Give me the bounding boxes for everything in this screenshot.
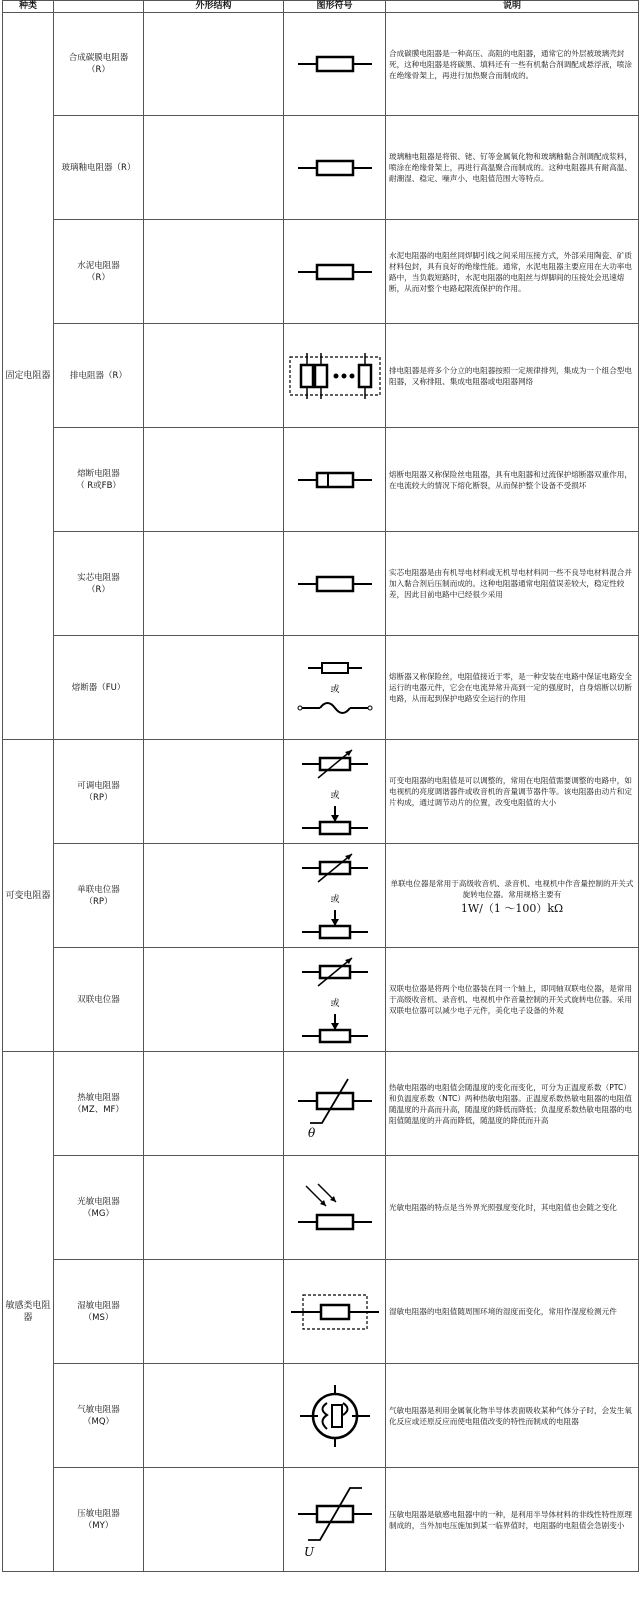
description: [386, 740, 639, 844]
resistor-name: [54, 1468, 144, 1572]
table-row: [3, 220, 639, 324]
symbol-cell: [284, 324, 386, 428]
description: [386, 220, 639, 324]
resistor-name: [54, 948, 144, 1052]
svg-text:或: 或: [329, 684, 340, 695]
resistor-name: [54, 13, 144, 116]
resistor-name: [54, 1156, 144, 1260]
header-symbol: 图形符号: [284, 1, 386, 13]
table-row: [3, 324, 639, 428]
table-row: [3, 740, 639, 844]
resistor-name-text: 单联电位器: [77, 884, 120, 895]
resistor-name-text: 可调电阻器: [77, 780, 120, 791]
description: [386, 1156, 639, 1260]
component-image-cell: [144, 220, 284, 324]
svg-text:或: 或: [329, 790, 340, 801]
resistor-code: （MG）: [83, 1208, 114, 1219]
resistor-name-text: 实芯电阻器: [77, 572, 120, 583]
resistor-code: （R）: [87, 584, 110, 595]
resistor-name: [54, 1260, 144, 1364]
component-image-cell: [144, 948, 284, 1052]
resistor-code: （MQ）: [82, 1416, 115, 1427]
component-image-cell: [144, 1052, 284, 1156]
header-desc: 说明: [386, 1, 639, 13]
resistor-name-text: 排电阻器（R）: [70, 370, 127, 381]
resistor-name-text: 玻璃釉电阻器（R）: [61, 162, 136, 173]
description-text: 压敏电阻器是敏感电阻器中的一种，是利用半导体材料的非线性特性原理制成的，当外加电压施加到某一临界值时，电阻器的电阻值会急剧变小: [389, 1509, 632, 1530]
table-header: [3, 1, 639, 13]
resistor-code: （RP）: [84, 792, 113, 803]
resistor-name-text: 湿敏电阻器: [77, 1300, 120, 1311]
resistor-code: （ R或FB）: [76, 480, 121, 491]
component-image-cell: [144, 740, 284, 844]
description-text: 玻璃釉电阻器是将银、铑、钌等金属氧化物和玻璃釉黏合剂调配成浆料，喷涂在绝缘骨架上，再进行高温聚合而制成的。这种电阻器具有耐高温、耐潮湿、稳定、噪声小、电阻值范围大等特点。: [389, 152, 632, 183]
component-image-cell: [144, 116, 284, 220]
resistor-code: （R）: [87, 272, 110, 283]
description-text: 单联电位器是常用于高级收音机、录音机、电视机中作音量控制的开关式旋转电位器。常用规格主要有: [390, 878, 634, 899]
component-image-cell: [144, 324, 284, 428]
symbol-cell: [284, 636, 386, 740]
resistor-name: [54, 116, 144, 220]
resistor-name: [54, 844, 144, 948]
group-label: 固定电阻器: [3, 13, 54, 740]
component-image-cell: [144, 1364, 284, 1468]
header-look: 外形结构: [144, 1, 284, 13]
resistor-name-text: 合成碳膜电阻器: [68, 53, 129, 63]
component-image-cell: [144, 1468, 284, 1572]
resistor-name: [54, 220, 144, 324]
svg-text:θ: θ: [307, 1125, 315, 1139]
symbol-cell: [284, 428, 386, 532]
symbol-cell: [284, 116, 386, 220]
table-row: [3, 1260, 639, 1364]
description-text: 合成碳膜电阻器是一种高压、高阻的电阻器，通常它的外层被玻璃壳封死，这种电阻器是将碳黑、填料还有一些有机黏合剂调配成悬浮液，喷涂在绝缘骨架上，再进行加热聚合而制成的。: [389, 48, 632, 80]
resistor-name-text: 光敏电阻器: [77, 1196, 120, 1207]
resistor-name: [54, 428, 144, 532]
resistor-name: [54, 532, 144, 636]
symbol-cell: [284, 844, 386, 948]
description: [386, 116, 639, 220]
symbol-cell: [284, 1156, 386, 1260]
symbol-cell: [284, 740, 386, 844]
header-kind: 种类: [3, 1, 54, 13]
resistor-name-text: 双联电位器: [77, 994, 120, 1005]
description-text: 熔断电阻器又称保险丝电阻器，具有电阻器和过流保护熔断器双重作用，在电流较大的情况下熔化断裂，从而保护整个设备不受损坏: [389, 469, 632, 490]
description: [386, 1468, 639, 1572]
table-row: [3, 844, 639, 948]
svg-text:或: 或: [329, 894, 340, 905]
resistor-name-text: 热敏电阻器: [77, 1092, 120, 1103]
resistor-code: （MZ、MF）: [73, 1104, 124, 1115]
description-text: 热敏电阻器的电阻值会随温度的变化而变化，可分为正温度系数（PTC） 和负温度系数（NTC）两种热敏电阻器。正温度系数热敏电阻器的电阻值随温度的升高而升高，随温度的降低而降低；负温度系数热敏电阻器的电阻值随温度的升高而降低，随温度的降低而升高: [389, 1082, 632, 1125]
resistor-code: （MS）: [83, 1312, 114, 1323]
group-label: 可变电阻器: [3, 740, 54, 1052]
table-row: [3, 948, 639, 1052]
symbol-cell: [284, 948, 386, 1052]
table-row: [3, 13, 639, 116]
resistor-code: （R）: [87, 65, 110, 75]
symbol-cell: [284, 220, 386, 324]
symbol-cell: [284, 1260, 386, 1364]
component-image-cell: [144, 1156, 284, 1260]
resistor-name: [54, 636, 144, 740]
description-text: 光敏电阻器的特点是当外界光照强度变化时，其电阻值也会随之变化: [389, 1203, 617, 1212]
component-image-cell: [144, 13, 284, 116]
description-text: 实芯电阻器是由有机导电材料或无机导电材料同一些不良导电材料混合并加入黏合剂后压制而成的。这种电阻器通常电阻值误差较大，稳定性较差，因此目前电路中已经很少采用: [389, 568, 632, 599]
group-label: 敏感类电阻器: [3, 1052, 54, 1572]
description-text: 熔断器又称保险丝，电阻值接近于零，是一种安装在电路中保证电路安全运行的电器元件，它会在电流异常升高到一定的强度时，自身熔断以切断电路，从而起到保护电路安全运行的作用: [389, 672, 632, 703]
description: [386, 948, 639, 1052]
symbol-cell: [284, 532, 386, 636]
resistor-name-text: 熔断器（FU）: [71, 682, 126, 693]
table-row: [3, 428, 639, 532]
svg-text:U: U: [303, 1544, 314, 1558]
table-row: [3, 116, 639, 220]
table-row: [3, 1156, 639, 1260]
component-image-cell: [144, 532, 284, 636]
symbol-cell: [284, 1364, 386, 1468]
description: [386, 1260, 639, 1364]
table-row: [3, 1364, 639, 1468]
description: [386, 324, 639, 428]
description-text: 湿敏电阻器的电阻值随周围环境的湿度而变化，常用作湿度检测元件: [389, 1307, 617, 1316]
description: [386, 1364, 639, 1468]
description-text: 水泥电阻器的电阻丝同焊脚引线之间采用压接方式，外部采用陶瓷、矿质材料包封，具有良好的绝缘性能。通常，水泥电阻器主要应用在大功率电路中，当负载短路时，水泥电阻器的电阻丝与焊脚间的压接处会迅速熔断，从而对整个电路起限流保护的作用。: [389, 250, 632, 293]
resistor-table: [2, 0, 639, 1572]
resistor-code: （RP）: [84, 896, 113, 907]
symbol-cell: [284, 1052, 386, 1156]
spec-formula: 1W/（1 ～100）kΩ: [460, 901, 564, 915]
resistor-code: （MY）: [83, 1520, 114, 1531]
resistor-name: [54, 740, 144, 844]
resistor-name: [54, 1364, 144, 1468]
resistor-name-text: 熔断电阻器: [77, 468, 120, 479]
description-text: 气敏电阻器是利用金属氧化物半导体表面吸收某种气体分子时，会发生氧化反应或还原反应而使电阻值改变的特性而制成的电阻器: [389, 1405, 632, 1426]
description: [386, 13, 639, 116]
description-text: 可变电阻器的电阻值是可以调整的，常用在电阻值需要调整的电路中，如电视机的亮度调谐器件或收音机的音量调节器件等。该电阻器由动片和定片构成，通过调节动片的位置，改变电阻值的大小: [389, 776, 632, 807]
description: [386, 428, 639, 532]
description: [386, 636, 639, 740]
table-row: [3, 636, 639, 740]
description-text: 双联电位器是将两个电位器装在同一个轴上，即同轴双联电位器，是常用于高级收音机、录音机、电视机中作音量控制的开关式旋转电位器。采用双联电位器可以减少电子元件，美化电子设备的外观: [389, 984, 632, 1015]
resistor-name: [54, 1052, 144, 1156]
description: [386, 532, 639, 636]
symbol-cell: [284, 13, 386, 116]
resistor-name-text: 气敏电阻器: [77, 1404, 120, 1415]
header-name: [54, 1, 144, 13]
table-row: [3, 532, 639, 636]
symbol-cell: [284, 1468, 386, 1572]
resistor-name: [54, 324, 144, 428]
component-image-cell: [144, 428, 284, 532]
description: [386, 1052, 639, 1156]
svg-text:或: 或: [329, 998, 340, 1009]
table-row: [3, 1468, 639, 1572]
description: [386, 844, 639, 948]
description-text: 排电阻器是将多个分立的电阻器按照一定规律排列，集成为一个组合型电阻器，又称排阻、集成电阻器或电阻器网络: [389, 365, 632, 386]
resistor-name-text: 压敏电阻器: [77, 1508, 120, 1519]
resistor-name-text: 水泥电阻器: [77, 260, 120, 271]
component-image-cell: [144, 636, 284, 740]
table-row: [3, 1052, 639, 1156]
component-image-cell: [144, 844, 284, 948]
component-image-cell: [144, 1260, 284, 1364]
